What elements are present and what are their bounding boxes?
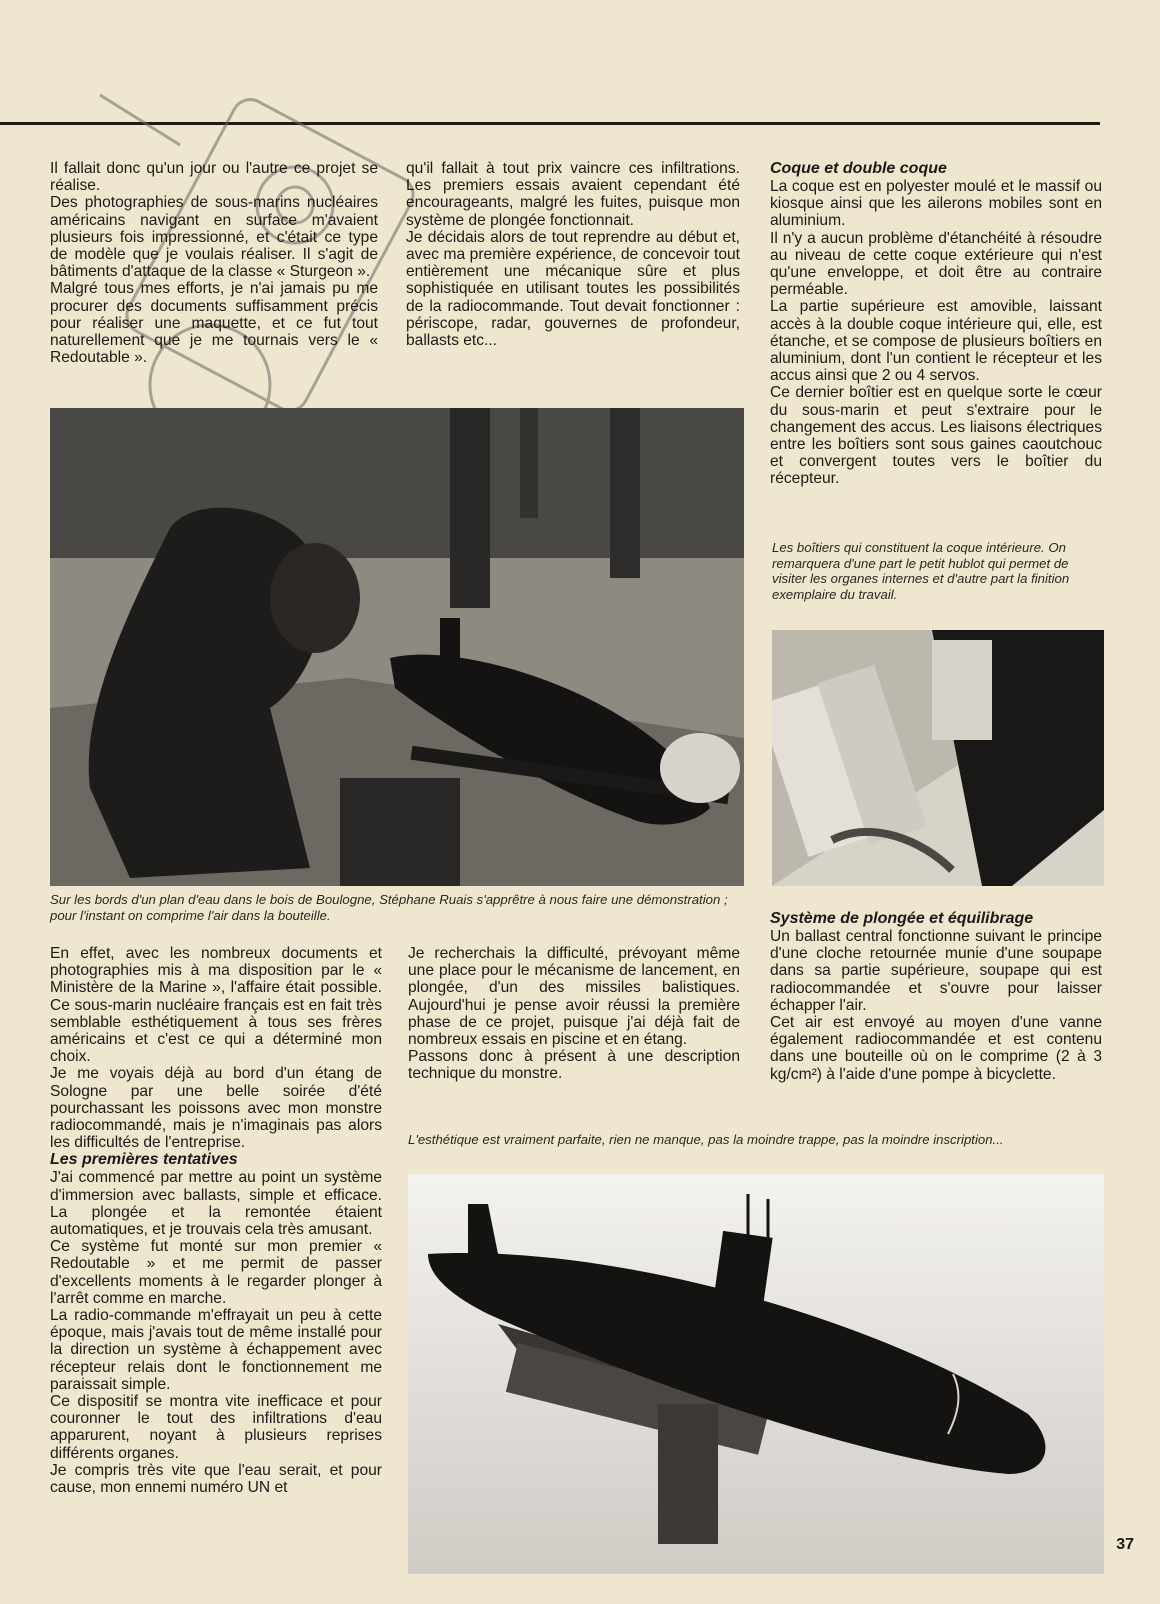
paragraph: Il n'y a aucun problème d'étanchéité à résoudre au niveau de cette coque extérieure qui n'est qu'une enveloppe, et doit être au contraire perméable. — [770, 229, 1102, 299]
paragraph: La radio-commande m'effrayait un peu à cette époque, mais j'avais tout de même installé pour la direction un système à échappement avec récepteur relais dont le fonctionnement me paraissait simple. — [50, 1307, 382, 1393]
paragraph: Je décidais alors de tout reprendre au début et, avec ma première expérience, de concevoir tout entièrement une mécanique sûre et plus sophistiquée en utilisant toutes les possibilités de la radiocommande. Tout devait fonctionner : périscope, radar, gouvernes de profondeur, ballasts etc... — [406, 228, 740, 350]
paragraph: Un ballast central fonctionne suivant le principe d'une cloche retournée munie d'une soupape dans sa partie supérieure, soupape qui est radiocommandée et s'ouvre pour laisser échapper l'air. — [770, 928, 1102, 1014]
photo-inner-hull-boxes — [772, 630, 1104, 886]
page-number: 37 — [1116, 1536, 1134, 1553]
caption-boxes: Les boîtiers qui constituent la coque intérieure. On remarquera d'une part le petit hublot qui permet de visiter les organes internes et d'autre part la finition exemplaire du travail. — [772, 540, 1070, 602]
section-heading: Les premières tentatives — [50, 1151, 238, 1169]
paragraph: Passons donc à présent à une description technique du monstre. — [408, 1048, 740, 1083]
column-3-top — [770, 160, 1102, 488]
column-2-bottom — [408, 945, 740, 1083]
paragraph: Malgré tous mes efforts, je n'ai jamais pu me procurer des documents suffisamment précis pour réaliser une maquette, et ce fut tout naturellement que je me tournais vers le « Redoutable ». — [50, 280, 378, 367]
paragraph: Je me voyais déjà au bord d'un étang de Sologne par une belle soirée d'été pourchassant les poissons avec mon monstre radiocommandé, mais je n'imaginais pas alors les difficultés de l'entreprise. — [50, 1065, 382, 1152]
paragraph: La partie supérieure est amovible, laissant accès à la double coque intérieure qui, elle, est étanche, et se compose de plusieurs boîtiers en aluminium, dont l'un contient le récepteur et les accus ainsi que 2 ou 4 servos. — [770, 298, 1102, 385]
paragraph: Ce dispositif se montra vite inefficace et pour couronner le tout des infiltrations d'eau apparurent, noyant à plusieurs reprises différents organes. — [50, 1393, 382, 1462]
paragraph: Je compris très vite que l'eau serait, et pour cause, mon ennemi numéro UN et — [50, 1461, 382, 1497]
paragraph: Ce dernier boîtier est en quelque sorte le cœur du sous-marin et peut s'extraire pour le changement des accus. Les liaisons électriques entre les boîtiers sont sous gaines caoutchouc et convergent toutes vers le boîtier du récepteur. — [770, 384, 1102, 488]
paragraph: La coque est en polyester moulé et le massif ou kiosque ainsi que les ailerons mobiles sont en aluminium. — [770, 178, 1102, 230]
column-1-bottom — [50, 945, 382, 1496]
section-heading: Système de plongée et équilibrage — [770, 910, 1034, 927]
paragraph: En effet, avec les nombreux documents et photographies mis à ma disposition par le « Ministère de la Marine », l'affaire était possible. Ce sous-marin nucléaire français est en fait très semblable esthétiquement à tous ses frères américains et c'est ce qui a déterminé mon choix. — [50, 945, 382, 1066]
paragraph: Je recherchais la difficulté, prévoyant même une place pour le mécanisme de lancement, en plongée, d'un des missiles balistiques. Aujourd'hui je pense avoir réussi la première phase de ce projet, puisque j'ai déjà fait de nombreux essais en piscine et en étang. — [408, 945, 740, 1049]
paragraph: qu'il fallait à tout prix vaincre ces infiltrations. Les premiers essais avaient cependant été encourageants, malgré les fuites, puisque mon système de plongée fonctionnait. — [406, 160, 740, 229]
column-2-top — [406, 160, 740, 349]
paragraph: J'ai commencé par mettre au point un système d'immersion avec ballasts, simple et efficace. La plongée et la remontée étaient automatiques, et je trouvais cela très amusant. — [50, 1169, 382, 1239]
caption-sub: L'esthétique est vraiment parfaite, rien ne manque, pas la moindre trappe, pas la moindre inscription... — [408, 1132, 1004, 1147]
section-heading: Coque et double coque — [770, 160, 947, 177]
paragraph: Il fallait donc qu'un jour ou l'autre ce projet se réalise. — [50, 160, 378, 195]
column-1-top — [50, 160, 378, 366]
paragraph: Des photographies de sous-marins nucléaires américains navigant en surface m'avaient plusieurs fois impressionné, et c'était ce type de modèle que je voulais réaliser. Il s'agit de bâtiments d'attaque de la classe « Sturgeon ». — [50, 194, 378, 281]
photo-park-submarine — [50, 408, 744, 886]
column-3-bottom — [770, 910, 1102, 1083]
paragraph: Cet air est envoyé au moyen d'une vanne également radiocommandée et est contenu dans une bouteille où on le comprime (2 à 3 kg/cm²) à l'aide d'une pompe à bicyclette. — [770, 1014, 1102, 1083]
photo-submarine-model — [408, 1174, 1104, 1574]
caption-main: Sur les bords d'un plan d'eau dans le bois de Boulogne, Stéphane Ruais s'apprêtre à nous faire une démonstration ; pour l'instant on comprime l'air dans la bouteille. — [50, 892, 728, 923]
paragraph: Ce système fut monté sur mon premier « Redoutable » et me permit de passer d'excellents moments à le regarder plonger à l'arrêt comme en marche. — [50, 1238, 382, 1307]
